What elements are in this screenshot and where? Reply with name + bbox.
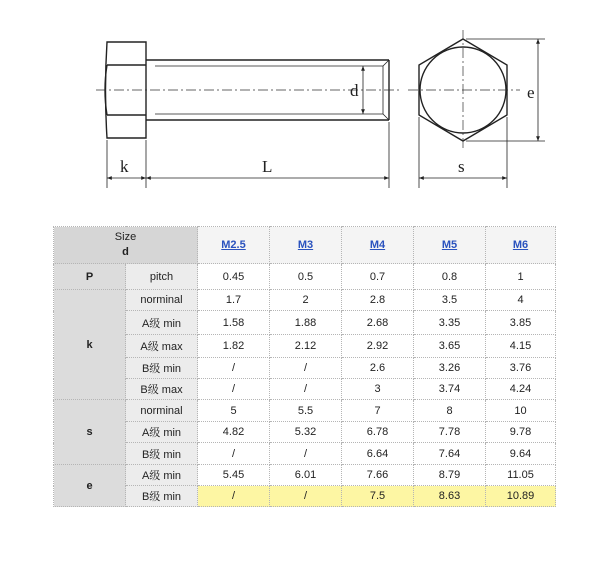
- table-row: [54, 422, 556, 443]
- col-header-m3[interactable]: M3: [270, 227, 342, 264]
- size-header: [54, 227, 198, 264]
- table-cell: 3.76: [486, 358, 556, 379]
- size-label: Size: [114, 231, 137, 243]
- table-cell: 8.63: [414, 486, 486, 507]
- table-cell: 4.24: [486, 379, 556, 400]
- row-sub-label: A级 min: [126, 422, 198, 443]
- table-cell: 6.01: [270, 465, 342, 486]
- table-cell: 3.85: [486, 311, 556, 335]
- table-cell: 1.7: [198, 290, 270, 311]
- table-cell: 2.92: [342, 335, 414, 358]
- table-row: [54, 290, 556, 311]
- row-sub-label: B级 min: [126, 358, 198, 379]
- table-cell: 2.6: [342, 358, 414, 379]
- table-cell: /: [270, 486, 342, 507]
- table-cell: 1.82: [198, 335, 270, 358]
- table-cell: 7: [342, 400, 414, 422]
- label-L: L: [262, 157, 273, 176]
- table-cell: 9.78: [486, 422, 556, 443]
- table-cell: 6.78: [342, 422, 414, 443]
- label-d: d: [350, 81, 359, 100]
- table-row: [54, 335, 556, 358]
- table-cell: 3.74: [414, 379, 486, 400]
- d-label: d: [122, 246, 129, 258]
- row-sub-label: norminal: [126, 400, 198, 422]
- table-cell: 11.05: [486, 465, 556, 486]
- row-sub-label: pitch: [126, 264, 198, 290]
- row-sub-label: B级 min: [126, 443, 198, 465]
- table-cell: 0.8: [414, 264, 486, 290]
- row-sub-label: norminal: [126, 290, 198, 311]
- table-cell: 3: [342, 379, 414, 400]
- row-sub-label: B级 min: [126, 486, 198, 507]
- table-row: [54, 443, 556, 465]
- table-cell: /: [198, 443, 270, 465]
- table-cell: 7.5: [342, 486, 414, 507]
- table-cell: 9.64: [486, 443, 556, 465]
- table-cell: 5.32: [270, 422, 342, 443]
- table-cell: 7.78: [414, 422, 486, 443]
- table-cell: 1.88: [270, 311, 342, 335]
- table-cell: 6.64: [342, 443, 414, 465]
- row-group-label: s: [54, 400, 126, 465]
- table-cell: 2.68: [342, 311, 414, 335]
- table-cell: 4.15: [486, 335, 556, 358]
- table-cell: 0.45: [198, 264, 270, 290]
- table-cell: 2.12: [270, 335, 342, 358]
- row-sub-label: A级 min: [126, 311, 198, 335]
- table-cell: 8: [414, 400, 486, 422]
- table-cell: 0.5: [270, 264, 342, 290]
- table-cell: 5.45: [198, 465, 270, 486]
- spec-table: [53, 226, 556, 507]
- table-cell: 0.7: [342, 264, 414, 290]
- table-cell: 3.26: [414, 358, 486, 379]
- table-cell: 4.82: [198, 422, 270, 443]
- table-cell: 3.5: [414, 290, 486, 311]
- row-group-label: k: [54, 290, 126, 400]
- table-row: [54, 400, 556, 422]
- table-row: [54, 379, 556, 400]
- table-cell: 5: [198, 400, 270, 422]
- table-row: [54, 358, 556, 379]
- col-header-m2-5[interactable]: M2.5: [198, 227, 270, 264]
- row-sub-label: A级 min: [126, 465, 198, 486]
- table-cell: 5.5: [270, 400, 342, 422]
- label-e: e: [527, 83, 535, 102]
- table-cell: 7.64: [414, 443, 486, 465]
- table-row: [54, 486, 556, 507]
- row-group-label: e: [54, 465, 126, 507]
- table-cell: /: [270, 358, 342, 379]
- table-cell: 3.65: [414, 335, 486, 358]
- label-s: s: [458, 157, 465, 176]
- table-cell: 2: [270, 290, 342, 311]
- table-cell: 3.35: [414, 311, 486, 335]
- row-sub-label: A级 max: [126, 335, 198, 358]
- table-cell: /: [198, 486, 270, 507]
- table-cell: 7.66: [342, 465, 414, 486]
- table-cell: 1.58: [198, 311, 270, 335]
- header-row: [54, 227, 556, 264]
- table-cell: /: [198, 379, 270, 400]
- row-group-label: P: [54, 264, 126, 290]
- label-k: k: [120, 157, 129, 176]
- table-cell: /: [270, 379, 342, 400]
- table-cell: 8.79: [414, 465, 486, 486]
- table-cell: 1: [486, 264, 556, 290]
- table-row: [54, 465, 556, 486]
- table-cell: /: [198, 358, 270, 379]
- row-sub-label: B级 max: [126, 379, 198, 400]
- bolt-drawing: [0, 0, 606, 210]
- table-cell: 10.89: [486, 486, 556, 507]
- table-cell: 2.8: [342, 290, 414, 311]
- table-row: [54, 311, 556, 335]
- table-cell: 4: [486, 290, 556, 311]
- table-cell: 10: [486, 400, 556, 422]
- col-header-m6[interactable]: M6: [486, 227, 556, 264]
- col-header-m4[interactable]: M4: [342, 227, 414, 264]
- table-cell: /: [270, 443, 342, 465]
- table-row: [54, 264, 556, 290]
- col-header-m5[interactable]: M5: [414, 227, 486, 264]
